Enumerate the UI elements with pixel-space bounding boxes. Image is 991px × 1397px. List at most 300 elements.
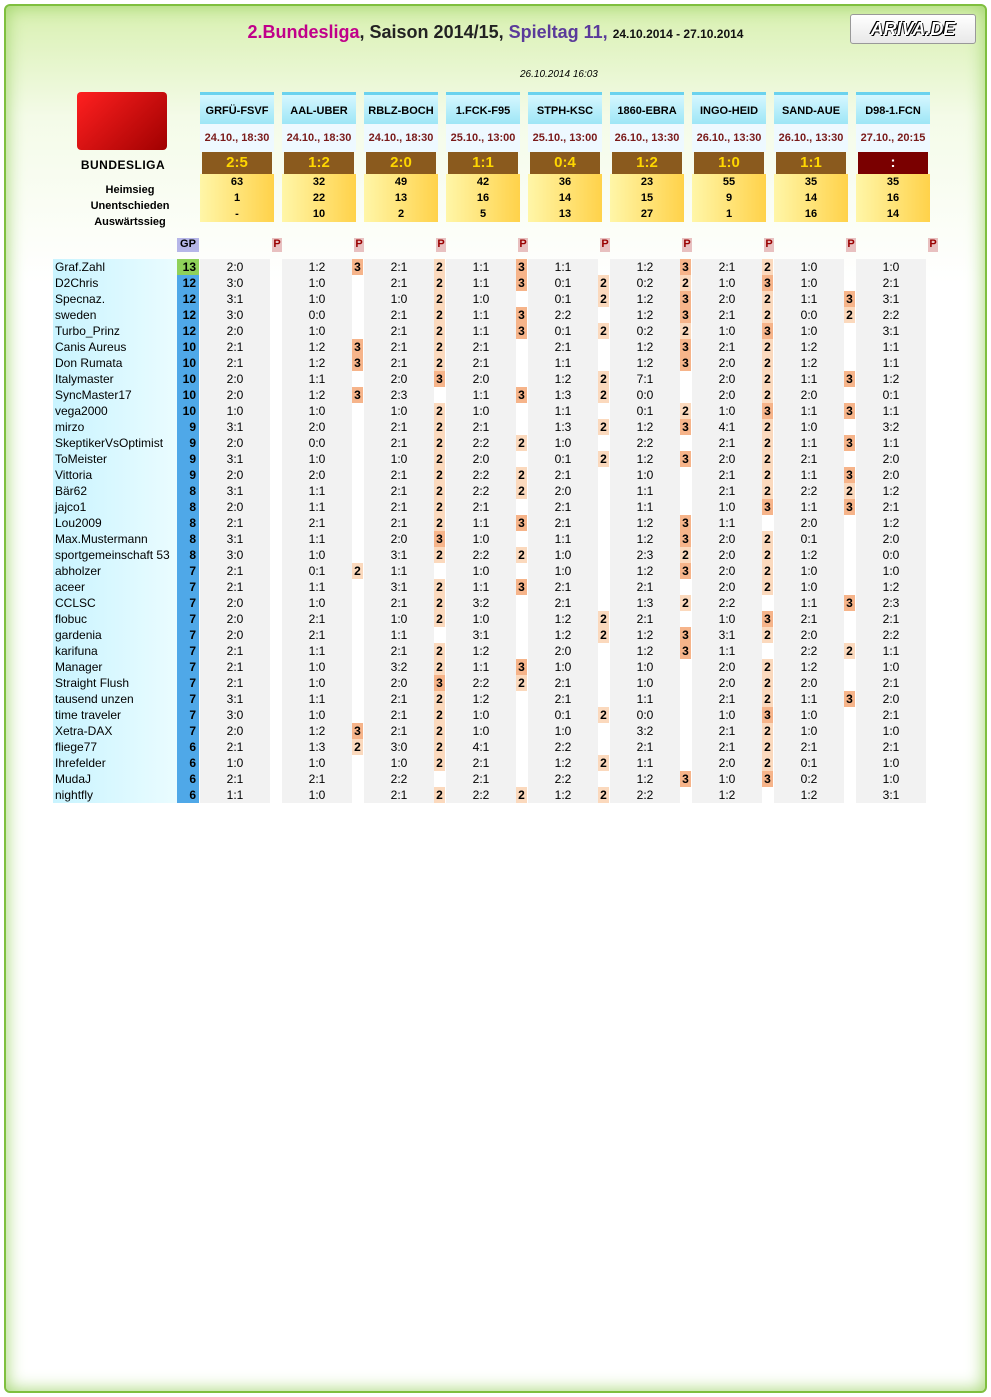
- tip-cell: 2:1: [200, 771, 282, 787]
- tip-cell: 2:1: [856, 739, 938, 755]
- player-points: 13: [177, 259, 199, 275]
- match-result: 0:4: [530, 152, 600, 174]
- player-name[interactable]: SkeptikerVsOptimist: [53, 435, 177, 451]
- player-name[interactable]: Ihrefelder: [53, 755, 177, 771]
- tip-cell: 1:1: [282, 691, 364, 707]
- tip-cell: 1:0: [446, 723, 528, 739]
- tip-cell: 3:0: [200, 275, 282, 291]
- tip-cell: 2:1 2: [692, 307, 774, 323]
- tip-cell: 2:2: [610, 787, 692, 803]
- tip-cell: 0:1 2: [282, 563, 364, 579]
- tip-cell: 1:0: [282, 275, 364, 291]
- tip-cell: 2:1: [446, 419, 528, 435]
- tip-cell: 1:1 3: [774, 435, 856, 451]
- stat-ausw: -: [200, 206, 274, 222]
- tip-cell: 2:1: [856, 275, 938, 291]
- player-name[interactable]: Bär62: [53, 483, 177, 499]
- player-name[interactable]: Xetra-DAX: [53, 723, 177, 739]
- tip-cell: 1:3 2: [610, 595, 692, 611]
- player-points: 9: [177, 467, 199, 483]
- tip-cell: 2:1: [774, 611, 856, 627]
- player-name[interactable]: jajco1: [53, 499, 177, 515]
- player-points: 6: [177, 755, 199, 771]
- match-code[interactable]: 1860-EBRA: [610, 92, 684, 124]
- tip-cell: 2:0 3: [364, 675, 446, 691]
- tip-cell: 0:1: [774, 531, 856, 547]
- stat-unent: 14: [528, 190, 602, 206]
- tip-cell: 3:1: [200, 419, 282, 435]
- tip-cell: 1:0: [282, 595, 364, 611]
- stat-unent: 13: [364, 190, 438, 206]
- tip-cell: 1:0: [282, 547, 364, 563]
- match-0[interactable]: [200, 92, 281, 250]
- tip-cell: 2:2: [610, 435, 692, 451]
- tip-cell: 1:3 2: [528, 419, 610, 435]
- player-points: 6: [177, 771, 199, 787]
- player-points: 10: [177, 387, 199, 403]
- player-name[interactable]: sweden: [53, 307, 177, 323]
- tip-cell: 1:0: [610, 675, 692, 691]
- tip-cell: 2:1: [774, 739, 856, 755]
- tip-cell: 1:0: [446, 291, 528, 307]
- tip-cell: 1:1 3: [446, 259, 528, 275]
- player-name[interactable]: Specnaz.: [53, 291, 177, 307]
- tip-cell: 1:0: [856, 771, 938, 787]
- player-name[interactable]: sportgemeinschaft 53: [53, 547, 177, 563]
- stat-heim: 55: [692, 174, 766, 190]
- player-name[interactable]: CCLSC: [53, 595, 177, 611]
- match-result: 2:5: [202, 152, 272, 174]
- p-header: P: [847, 238, 855, 250]
- tip-cell: 2:2 2: [446, 787, 528, 803]
- tip-cell: 1:0 2: [364, 451, 446, 467]
- gp-header: GP: [177, 238, 199, 252]
- tip-cell: 2:0: [774, 627, 856, 643]
- tip-cell: 2:0 2: [692, 675, 774, 691]
- tip-cell: 2:0: [856, 451, 938, 467]
- match-code[interactable]: RBLZ-BOCH: [364, 92, 438, 124]
- tip-cell: 1:2 3: [610, 291, 692, 307]
- tip-cell: 2:1: [200, 675, 282, 691]
- player-name[interactable]: ToMeister: [53, 451, 177, 467]
- match-date: 27.10., 20:15: [856, 124, 930, 152]
- tip-cell: 1:2 3: [282, 259, 364, 275]
- tip-cell: 0:2 2: [610, 275, 692, 291]
- tip-cell: 2:2: [856, 627, 938, 643]
- player-name[interactable]: mirzo: [53, 419, 177, 435]
- tip-cell: 2:1 2: [692, 339, 774, 355]
- match-date: 26.10., 13:30: [610, 124, 684, 152]
- player-name[interactable]: MudaJ: [53, 771, 177, 787]
- player-name[interactable]: flobuc: [53, 611, 177, 627]
- player-points: 12: [177, 275, 199, 291]
- tip-cell: 3:1: [856, 787, 938, 803]
- tip-cell: 1:0: [200, 755, 282, 771]
- tip-cell: 1:0: [282, 659, 364, 675]
- tip-cell: 2:0: [774, 675, 856, 691]
- tip-cell: 2:0 2: [692, 531, 774, 547]
- tip-cell: 2:2: [692, 595, 774, 611]
- tip-cell: 2:2 2: [446, 467, 528, 483]
- tip-cell: 2:0: [282, 467, 364, 483]
- tip-cell: 1:0: [774, 259, 856, 275]
- tip-cell: 1:0: [856, 259, 938, 275]
- tip-cell: 2:2 2: [446, 483, 528, 499]
- tip-cell: 2:1 2: [364, 259, 446, 275]
- player-name[interactable]: time traveler: [53, 707, 177, 723]
- tip-cell: 2:0 2: [692, 755, 774, 771]
- player-points: 7: [177, 579, 199, 595]
- player-points: 7: [177, 707, 199, 723]
- player-points: 8: [177, 531, 199, 547]
- tip-cell: 1:2: [774, 339, 856, 355]
- tip-cell: 1:0: [446, 563, 528, 579]
- player-name[interactable]: Vittoria: [53, 467, 177, 483]
- match-4[interactable]: [528, 92, 609, 250]
- stat-heim: 42: [446, 174, 520, 190]
- player-name[interactable]: karifuna: [53, 643, 177, 659]
- tip-cell: 3:1: [200, 291, 282, 307]
- tip-cell: 2:0: [446, 451, 528, 467]
- tip-cell: 1:2 2: [528, 787, 610, 803]
- match-7[interactable]: [774, 92, 855, 250]
- player-name[interactable]: Don Rumata: [53, 355, 177, 371]
- stat-heim: 35: [774, 174, 848, 190]
- tip-cell: 1:2 3: [610, 339, 692, 355]
- player-name[interactable]: Graf.Zahl: [53, 259, 177, 275]
- tip-cell: 2:0 2: [692, 371, 774, 387]
- match-3[interactable]: [446, 92, 527, 250]
- tip-cell: 1:1 3: [774, 691, 856, 707]
- tip-cell: 2:2 2: [774, 643, 856, 659]
- tip-cell: 1:1: [364, 563, 446, 579]
- match-code[interactable]: 1.FCK-F95: [446, 92, 520, 124]
- player-name[interactable]: nightfly: [53, 787, 177, 803]
- p-header: P: [601, 238, 609, 250]
- match-2[interactable]: [364, 92, 445, 250]
- tip-cell: 2:0 2: [692, 387, 774, 403]
- player-name[interactable]: Turbo_Prinz: [53, 323, 177, 339]
- tip-cell: 1:1: [856, 403, 938, 419]
- tip-cell: 1:2: [774, 355, 856, 371]
- tip-cell: 0:1 2: [528, 291, 610, 307]
- tip-cell: 0:1 2: [528, 275, 610, 291]
- tip-cell: 1:0: [528, 723, 610, 739]
- tip-cell: 2:1 2: [364, 467, 446, 483]
- tip-cell: 2:1 2: [692, 691, 774, 707]
- tip-cell: 1:1 3: [774, 467, 856, 483]
- tip-cell: 1:2 3: [282, 387, 364, 403]
- tip-cell: 1:0: [528, 435, 610, 451]
- tip-cell: 1:1 3: [774, 499, 856, 515]
- tip-cell: 1:1: [528, 259, 610, 275]
- tip-cell: 2:2 2: [774, 483, 856, 499]
- tip-cell: 3:2: [446, 595, 528, 611]
- tip-cell: 2:1: [528, 467, 610, 483]
- tip-cell: 2:1: [856, 499, 938, 515]
- tip-cell: 1:0: [282, 451, 364, 467]
- tip-cell: 3:0: [200, 547, 282, 563]
- tip-cell: 2:2: [528, 739, 610, 755]
- tip-cell: 3:1: [200, 531, 282, 547]
- tip-cell: 1:1: [856, 643, 938, 659]
- tip-cell: 2:1 2: [364, 707, 446, 723]
- match-code[interactable]: STPH-KSC: [528, 92, 602, 124]
- tip-cell: 2:1 2: [364, 435, 446, 451]
- tip-cell: 2:0 2: [692, 291, 774, 307]
- tip-cell: 2:1 2: [364, 355, 446, 371]
- tip-cell: 1:2 3: [610, 563, 692, 579]
- tip-cell: 2:1: [610, 739, 692, 755]
- tip-cell: 1:0: [774, 723, 856, 739]
- stat-ausw: 13: [528, 206, 602, 222]
- match-code[interactable]: AAL-UBER: [282, 92, 356, 124]
- tip-cell: 2:0: [200, 387, 282, 403]
- tip-cell: 2:1 2: [364, 499, 446, 515]
- player-points: 6: [177, 787, 199, 803]
- tip-cell: 1:3 2: [282, 739, 364, 755]
- player-name[interactable]: gardenia: [53, 627, 177, 643]
- tip-cell: 2:0: [200, 435, 282, 451]
- tip-cell: 1:0: [856, 755, 938, 771]
- tip-cell: 2:1: [282, 627, 364, 643]
- tip-cell: 2:1: [282, 771, 364, 787]
- tip-cell: 7:1: [610, 371, 692, 387]
- tip-cell: 1:2 3: [282, 339, 364, 355]
- label-auswaertssieg: Auswärtssieg: [94, 216, 166, 228]
- tip-cell: 3:1: [446, 627, 528, 643]
- tip-cell: 2:1 2: [364, 339, 446, 355]
- tip-cell: 1:2 2: [528, 755, 610, 771]
- tip-cell: 2:1: [528, 691, 610, 707]
- tip-cell: 2:1: [200, 643, 282, 659]
- tip-cell: 1:1: [692, 515, 774, 531]
- match-date: 24.10., 18:30: [282, 124, 356, 152]
- tip-cell: 0:0: [282, 307, 364, 323]
- player-points: 8: [177, 547, 199, 563]
- player-name[interactable]: fliege77: [53, 739, 177, 755]
- player-name[interactable]: tausend unzen: [53, 691, 177, 707]
- tip-cell: 1:0 2: [364, 291, 446, 307]
- tip-cell: 1:0: [528, 563, 610, 579]
- tip-cell: 2:1: [446, 755, 528, 771]
- match-5[interactable]: [610, 92, 691, 250]
- tip-cell: 2:1 2: [364, 515, 446, 531]
- tip-cell: 1:2: [856, 371, 938, 387]
- tip-cell: 1:0: [774, 275, 856, 291]
- tip-cell: 0:1 2: [528, 451, 610, 467]
- tip-cell: 2:3: [856, 595, 938, 611]
- tip-cell: 1:1: [856, 355, 938, 371]
- stat-unent: 16: [856, 190, 930, 206]
- player-points: 9: [177, 419, 199, 435]
- tip-cell: 1:1 3: [446, 579, 528, 595]
- tip-cell: 0:1: [774, 755, 856, 771]
- tip-cell: 2:2 2: [446, 435, 528, 451]
- match-code[interactable]: D98-1.FCN: [856, 92, 930, 124]
- tip-cell: 1:1: [528, 355, 610, 371]
- tip-cell: 2:1 2: [692, 467, 774, 483]
- tip-cell: 1:2 2: [528, 627, 610, 643]
- match-result: :: [858, 152, 928, 174]
- tip-cell: 1:0: [528, 659, 610, 675]
- tip-cell: 1:2 3: [282, 723, 364, 739]
- tip-cell: 3:1 2: [364, 547, 446, 563]
- tip-cell: 2:1 2: [692, 259, 774, 275]
- tip-cell: 1:0 3: [692, 611, 774, 627]
- tip-cell: 2:1: [200, 579, 282, 595]
- tip-cell: 1:2 3: [610, 355, 692, 371]
- player-points: 10: [177, 339, 199, 355]
- tip-cell: 2:1: [856, 707, 938, 723]
- tip-cell: 1:1: [856, 435, 938, 451]
- player-points: 10: [177, 403, 199, 419]
- player-points: 10: [177, 355, 199, 371]
- tip-cell: 1:3 2: [528, 387, 610, 403]
- tip-cell: 1:1: [610, 691, 692, 707]
- tip-cell: 2:0: [774, 387, 856, 403]
- match-code[interactable]: GRFÜ-FSVF: [200, 92, 274, 124]
- tip-cell: 0:0: [282, 435, 364, 451]
- tip-cell: 3:1 2: [364, 579, 446, 595]
- match-date: 26.10., 13:30: [774, 124, 848, 152]
- tip-cell: 2:0: [446, 371, 528, 387]
- tip-cell: 2:0: [528, 643, 610, 659]
- match-date: 24.10., 18:30: [200, 124, 274, 152]
- tip-cell: 1:2 3: [610, 451, 692, 467]
- tip-cell: 1:0: [282, 291, 364, 307]
- tip-cell: 2:0 2: [692, 659, 774, 675]
- tip-cell: 0:0 2: [774, 307, 856, 323]
- tip-cell: 2:1: [200, 563, 282, 579]
- label-unentschieden: Unentschieden: [90, 200, 170, 212]
- tip-cell: 2:0: [200, 611, 282, 627]
- player-name[interactable]: Manager: [53, 659, 177, 675]
- p-header: P: [929, 238, 937, 250]
- tip-cell: 2:1: [200, 355, 282, 371]
- tip-cell: 2:1: [610, 611, 692, 627]
- tip-cell: 2:1: [200, 339, 282, 355]
- player-points: 7: [177, 595, 199, 611]
- tip-cell: 2:3 2: [610, 547, 692, 563]
- match-6[interactable]: [692, 92, 773, 250]
- tip-cell: 2:1: [610, 579, 692, 595]
- tip-cell: 2:1: [282, 611, 364, 627]
- tip-cell: 2:0 2: [692, 563, 774, 579]
- match-1[interactable]: [282, 92, 363, 250]
- tip-cell: 2:1: [446, 355, 528, 371]
- tip-cell: 1:0 2: [364, 611, 446, 627]
- tip-cell: 0:2: [774, 771, 856, 787]
- tip-cell: 2:0: [282, 419, 364, 435]
- player-name[interactable]: Canis Aureus: [53, 339, 177, 355]
- tip-cell: 2:3: [364, 387, 446, 403]
- tip-cell: 1:0: [774, 707, 856, 723]
- match-date: 25.10., 13:00: [446, 124, 520, 152]
- player-name[interactable]: SyncMaster17: [53, 387, 177, 403]
- tip-cell: 2:0: [856, 467, 938, 483]
- tip-cell: 2:1 2: [364, 323, 446, 339]
- player-points: 10: [177, 371, 199, 387]
- stat-ausw: 10: [282, 206, 356, 222]
- stat-heim: 35: [856, 174, 930, 190]
- tip-cell: 2:1: [282, 515, 364, 531]
- stat-ausw: 5: [446, 206, 520, 222]
- p-header: P: [765, 238, 773, 250]
- tip-cell: 3:2: [610, 723, 692, 739]
- match-code[interactable]: INGO-HEID: [692, 92, 766, 124]
- tip-cell: 2:1 2: [364, 419, 446, 435]
- tip-cell: 1:1: [364, 627, 446, 643]
- player-name[interactable]: D2Chris: [53, 275, 177, 291]
- tip-cell: 2:1 2: [364, 483, 446, 499]
- player-name[interactable]: aceer: [53, 579, 177, 595]
- tip-cell: 2:1: [528, 499, 610, 515]
- player-points: 8: [177, 483, 199, 499]
- match-8[interactable]: [856, 92, 937, 250]
- tip-cell: 1:2 3: [610, 515, 692, 531]
- tip-cell: 1:0 2: [364, 403, 446, 419]
- tip-cell: 2:1 2: [364, 691, 446, 707]
- tip-cell: 1:2: [774, 787, 856, 803]
- tip-cell: 1:1: [610, 499, 692, 515]
- player-points: 8: [177, 515, 199, 531]
- tip-cell: 1:2 3: [610, 259, 692, 275]
- player-name[interactable]: Max.Mustermann: [53, 531, 177, 547]
- match-code[interactable]: SAND-AUE: [774, 92, 848, 124]
- tip-cell: 2:1: [200, 739, 282, 755]
- player-points: 7: [177, 691, 199, 707]
- stat-unent: 9: [692, 190, 766, 206]
- tip-cell: 2:1 2: [692, 483, 774, 499]
- tip-cell: 2:1: [446, 499, 528, 515]
- tip-cell: 2:0: [200, 499, 282, 515]
- tip-cell: 1:1 3: [774, 403, 856, 419]
- page-title: 2.Bundesliga, Saison 2014/15, Spieltag 11, 24.10.2014 - 27.10.2014: [247, 22, 744, 42]
- tip-cell: 1:1 3: [446, 323, 528, 339]
- tip-cell: 1:0 3: [692, 707, 774, 723]
- tip-cell: 1:2 2: [528, 371, 610, 387]
- tip-cell: 1:0 3: [692, 403, 774, 419]
- tip-cell: 1:1: [528, 531, 610, 547]
- stat-unent: 22: [282, 190, 356, 206]
- tip-cell: 2:1 2: [364, 307, 446, 323]
- player-name[interactable]: abholzer: [53, 563, 177, 579]
- player-name[interactable]: Straight Flush: [53, 675, 177, 691]
- player-points: 12: [177, 291, 199, 307]
- player-name[interactable]: Lou2009: [53, 515, 177, 531]
- stat-unent: 1: [200, 190, 274, 206]
- tip-cell: 0:2 2: [610, 323, 692, 339]
- tip-cell: 0:1 2: [528, 707, 610, 723]
- tip-cell: 1:1: [282, 499, 364, 515]
- tip-cell: 1:0: [856, 659, 938, 675]
- stat-heim: 32: [282, 174, 356, 190]
- tip-cell: 2:1 2: [692, 739, 774, 755]
- tip-cell: 1:1: [610, 483, 692, 499]
- player-points: 7: [177, 675, 199, 691]
- tip-cell: 1:1 3: [446, 659, 528, 675]
- tip-cell: 3:0: [200, 307, 282, 323]
- tip-cell: 1:2: [774, 547, 856, 563]
- tip-cell: 1:1: [282, 531, 364, 547]
- p-header: P: [437, 238, 445, 250]
- ariva-logo[interactable]: ARIVA.DE: [850, 14, 976, 44]
- player-name[interactable]: Italymaster: [53, 371, 177, 387]
- tip-cell: 2:1 2: [364, 275, 446, 291]
- tip-cell: 3:0 2: [364, 739, 446, 755]
- player-name[interactable]: vega2000: [53, 403, 177, 419]
